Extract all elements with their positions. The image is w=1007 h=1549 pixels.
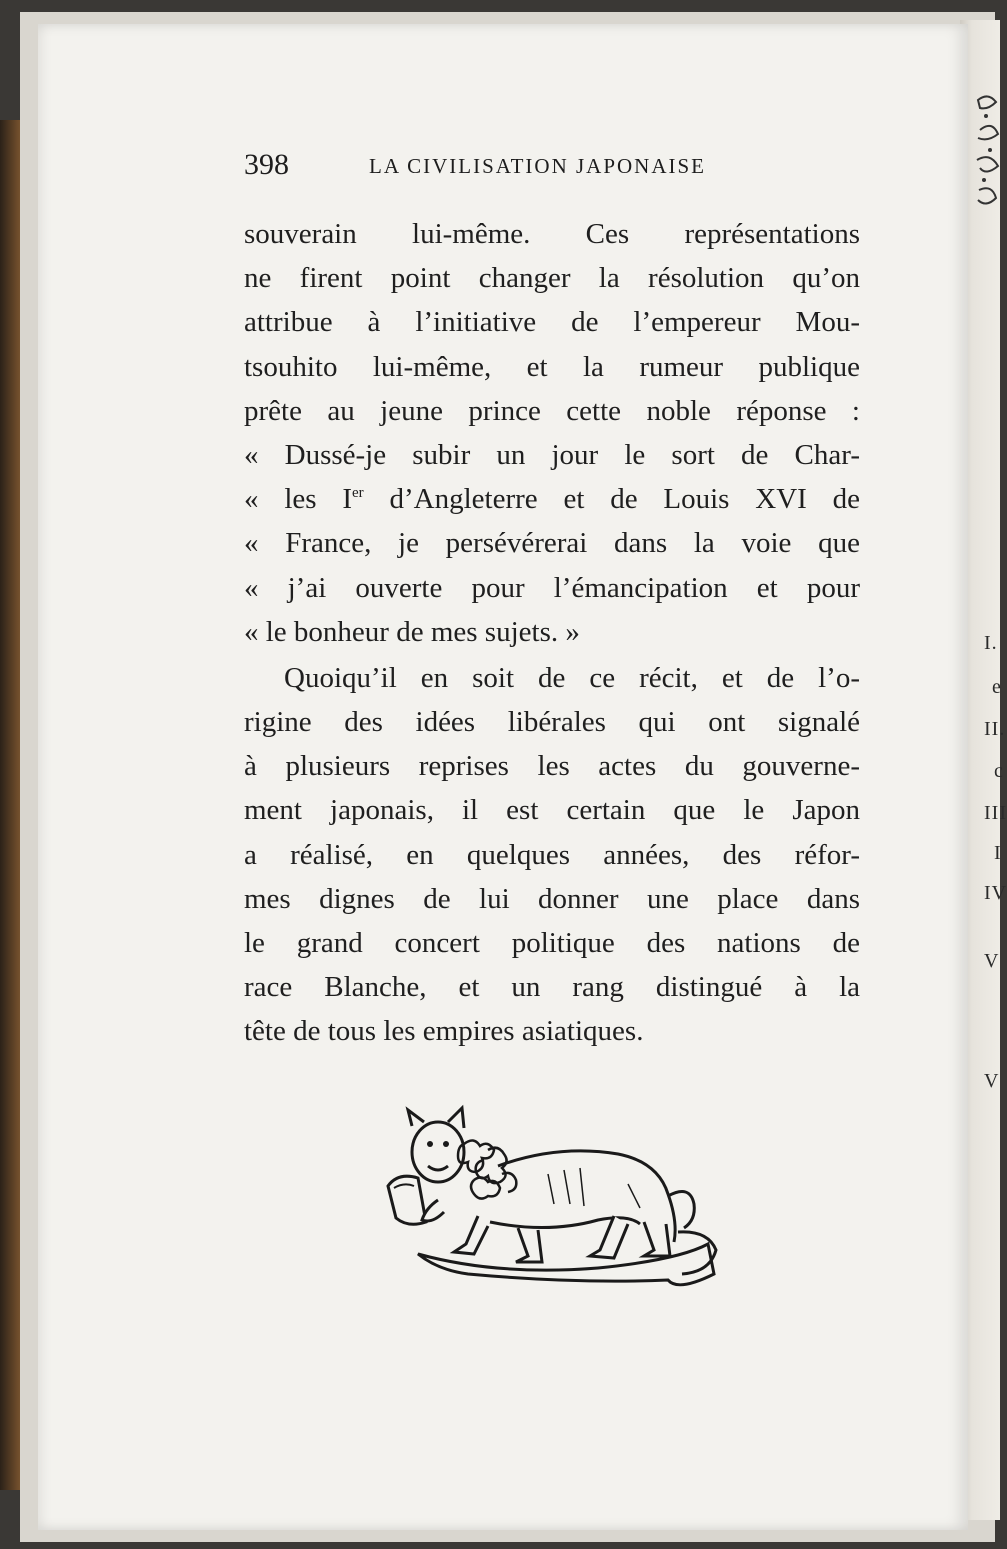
superscript: er: [352, 485, 364, 502]
lion-vignette-icon: [378, 1104, 728, 1294]
text-line: [244, 477, 860, 521]
text-line: attribue à l’initiative de l’empereur Mou-: [244, 306, 860, 339]
text-line: a réalisé, en quelques années, des réfor-: [244, 838, 860, 871]
text-line: ment japonais, il est certain que le Japon: [244, 794, 860, 827]
text-line: race Blanche, et un rang distingué à la: [244, 971, 860, 1004]
text-line: « j’ai ouverte pour l’émancipation et pour: [244, 571, 860, 604]
text-line: « le bonheur de mes sujets. »: [244, 615, 580, 648]
text-line: tsouhito lui-même, et la rumeur publique: [244, 350, 860, 383]
adjacent-mark: e: [992, 676, 1002, 698]
running-head: [244, 148, 894, 188]
book-page: [38, 24, 968, 1530]
adjacent-mark: c: [994, 760, 1004, 782]
adjacent-mark: V: [984, 1070, 1000, 1092]
paragraph-2: [244, 656, 860, 1054]
adjacent-mark: I: [994, 842, 1002, 864]
text-line: Quoiqu’il en soit de ce récit, et de l’o-: [284, 661, 860, 694]
running-title: LA CIVILISATION JAPONAISE: [369, 154, 706, 178]
adjacent-mark: II.: [984, 718, 1006, 740]
adjacent-mark: III: [984, 802, 1007, 824]
text-line: à plusieurs reprises les actes du gouverne-: [244, 750, 860, 783]
page-number: 398: [244, 148, 289, 181]
body-text: [244, 212, 860, 1054]
text-line: souverain lui-même. Ces représentations: [244, 218, 860, 250]
ornament-icon: [974, 90, 1000, 220]
paragraph-1: [244, 212, 860, 654]
text-line: « France, je persévérerai dans la voie que: [244, 527, 860, 560]
text-line: prête au jeune prince cette noble réponse :: [244, 394, 860, 427]
text-line: rigine des idées libérales qui ont signalé: [244, 706, 860, 739]
adjacent-mark: I.: [984, 632, 998, 654]
adjacent-mark: V: [984, 950, 1000, 972]
text-line: le grand concert politique des nations de: [244, 927, 860, 959]
text-line: tête de tous les empires asiatiques.: [244, 1015, 644, 1048]
text-fragment: « les I: [244, 483, 353, 516]
text-line: mes dignes de lui donner une place dans: [244, 882, 860, 915]
text-line: ne firent point changer la résolution qu’on: [244, 262, 860, 295]
text-line: « Dussé-je subir un jour le sort de Char-: [244, 438, 860, 471]
text-fragment: d’Angleterre et de Louis XVI de: [363, 483, 860, 516]
adjacent-mark: IV: [984, 882, 1007, 904]
